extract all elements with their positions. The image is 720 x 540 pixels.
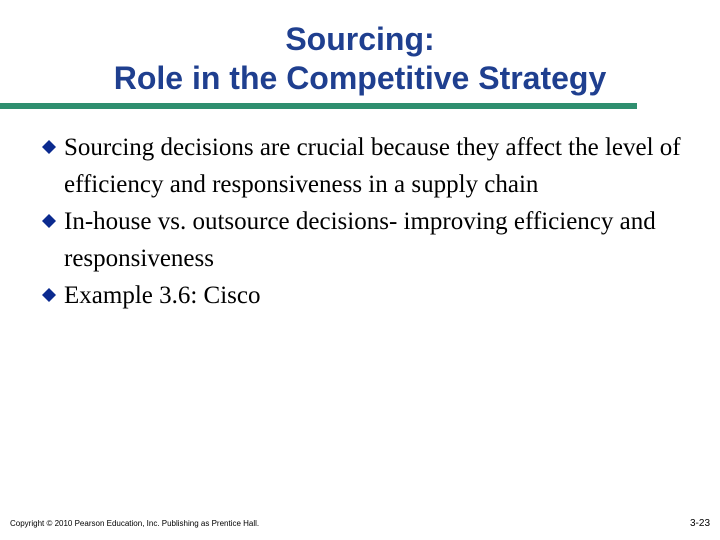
- bullet-text: Example 3.6: Cisco: [64, 282, 261, 309]
- title-underline-rule: [0, 103, 637, 109]
- slide-title: [20, 20, 700, 98]
- footer-copyright: Copyright © 2010 Pearson Education, Inc. Publishing as Prentice Hall.: [10, 519, 260, 528]
- diamond-bullet-icon: [42, 288, 56, 302]
- slide-title-line-1: Sourcing:: [285, 21, 435, 57]
- diamond-bullet-icon: [42, 214, 56, 228]
- page-number: 3-23: [689, 518, 710, 529]
- bullet-list: [42, 129, 702, 314]
- bullet-text: In-house vs. outsource decisions- improving efficiency and responsiveness: [64, 208, 656, 272]
- bullet-item: [42, 203, 702, 277]
- bullet-item: [42, 129, 702, 203]
- bullet-item: [42, 277, 702, 314]
- slide-title-line-2: Role in the Competitive Strategy: [113, 60, 607, 96]
- diamond-bullet-icon: [42, 140, 56, 154]
- bullet-text: Sourcing decisions are crucial because they affect the level of efficiency and responsiveness in a supply chain: [64, 134, 681, 198]
